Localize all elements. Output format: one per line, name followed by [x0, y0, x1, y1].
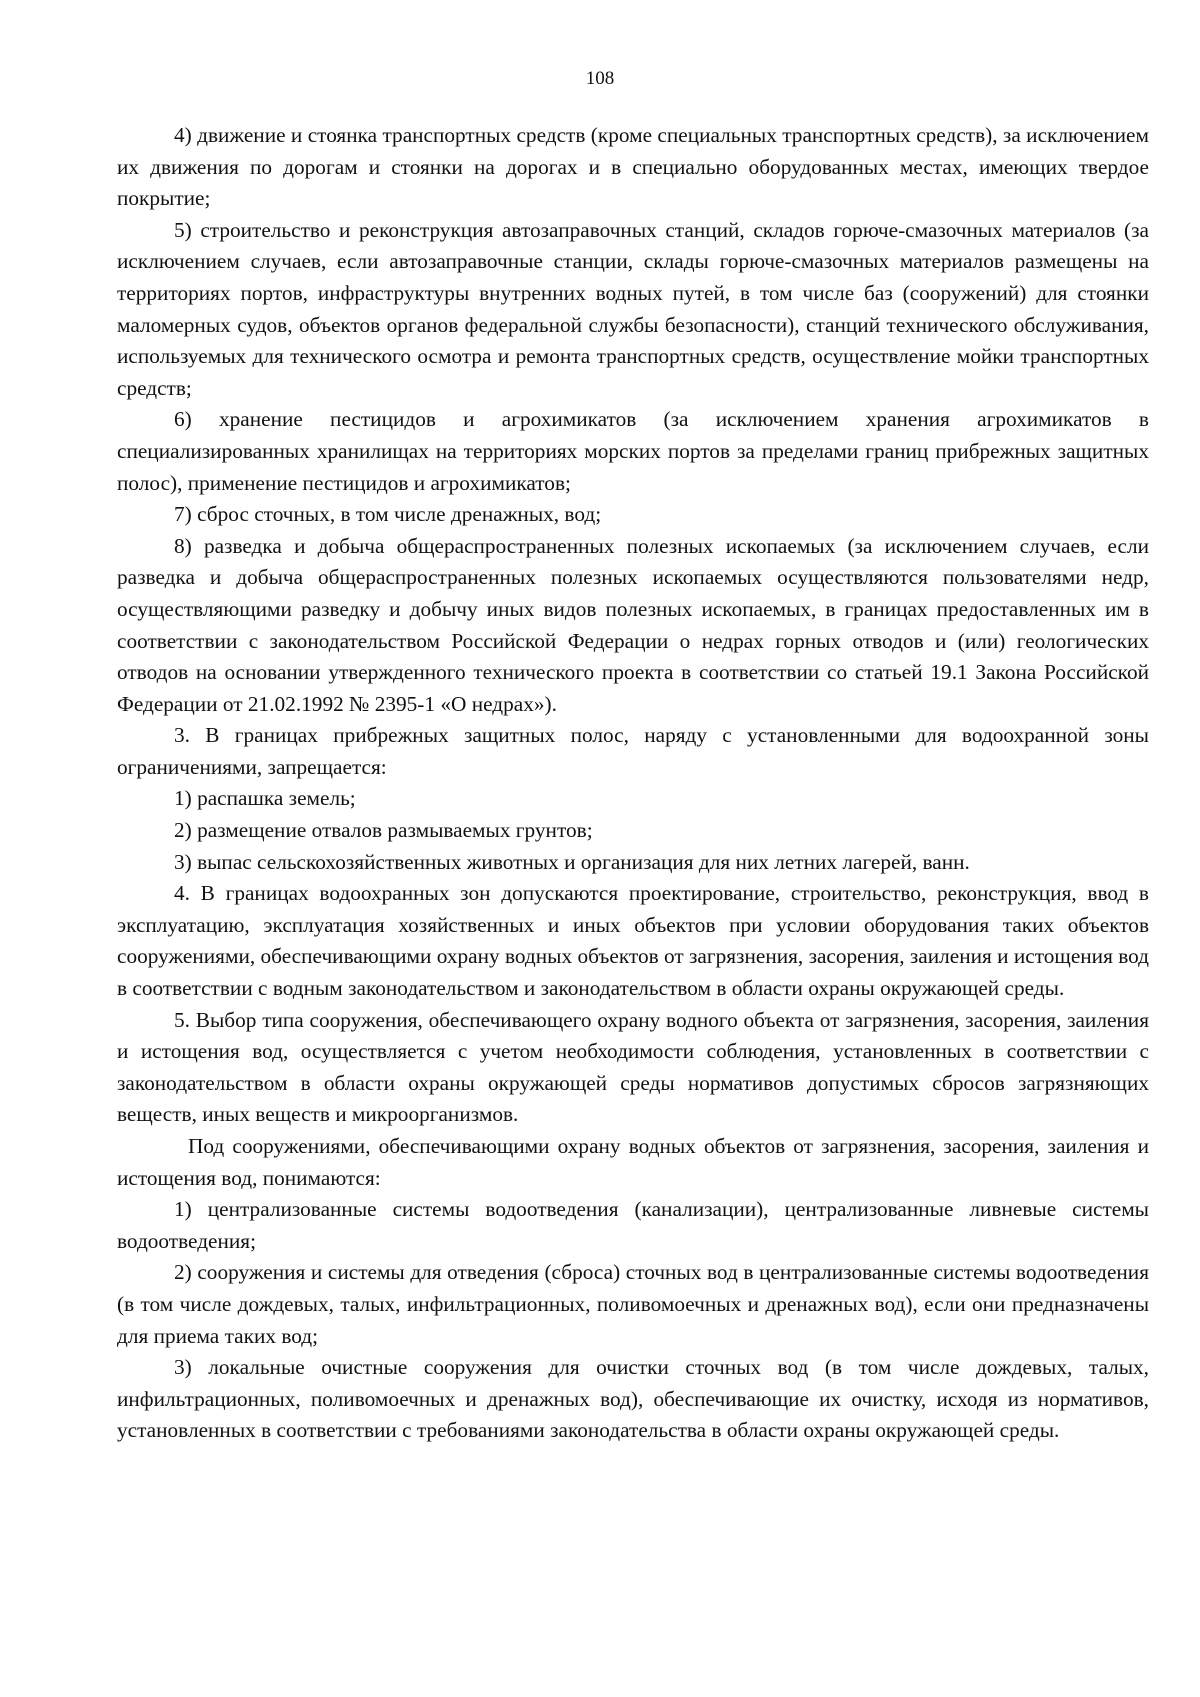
paragraph-item-6-pesticides: 6) хранение пестицидов и агрохимикатов (за исключением хранения агрохимикатов в специализированных хранилищах на территориях морских портов за пределами границ прибрежных защитных полос), применение пестицидов и агрохимикатов;	[117, 407, 1149, 495]
paragraph-structures-item-2: 2) сооружения и системы для отведения (сброса) сточных вод в централизованные системы водоотведения (в том числе дождевых, талых, инфильтрационных, поливомоечных и дренажных вод), если они предназначены для приема таких вод;	[117, 1260, 1149, 1348]
paragraph-section-5: 5. Выбор типа сооружения, обеспечивающего охрану водного объекта от загрязнения, засорения, заиления и истощения вод, осуществляется с учетом необходимости соблюдения, установленных в соответствии с законодательством в области охраны окружающей среды нормативов допустимых сбросов загрязняющих веществ, иных веществ и микроорганизмов.	[117, 1007, 1149, 1127]
paragraph-item-5-fuel-stations: 5) строительство и реконструкция автозаправочных станций, складов горюче-смазочных материалов (за исключением случаев, если автозаправочные станции, склады горюче-смазочных материалов размещены на территориях портов, инфраструктуры внутренних водных путей, в том числе баз (сооружений) для стоянки маломерных судов, объектов органов федеральной службы безопасности), станций технического обслуживания, используемых для технического осмотра и ремонта транспортных средств, осуществление мойки транспортных средств;	[117, 217, 1149, 400]
paragraph-section-3-item-3: 3) выпас сельскохозяйственных животных и организация для них летних лагерей, ванн.	[174, 849, 970, 874]
paragraph-section-4: 4. В границах водоохранных зон допускаются проектирование, строительство, реконструкция, ввод в эксплуатацию, эксплуатация хозяйственных и иных объектов при условии оборудования таких объектов сооружениями, обеспечивающими охрану водных объектов от загрязнения, засорения, заиления и истощения вод в соответствии с водным законодательством и законодательством в области охраны окружающей среды.	[117, 881, 1149, 1001]
paragraph-item-4-vehicles: 4) движение и стоянка транспортных средств (кроме специальных транспортных средств), за исключением их движения по дорогам и стоянки на дорогах и в специально оборудованных местах, имеющих твердое покрытие;	[117, 123, 1149, 211]
paragraph-section-3: 3. В границах прибрежных защитных полос, наряду с установленными для водоохранной зоны ограничениями, запрещается:	[117, 723, 1149, 779]
document-body	[117, 120, 1149, 1447]
paragraph-structures-item-3: 3) локальные очистные сооружения для очистки сточных вод (в том числе дождевых, талых, инфильтрационных, поливомоечных и дренажных вод), обеспечивающие их очистку, исходя из нормативов, установленных в соответствии с требованиями законодательства в области охраны окружающей среды.	[117, 1355, 1149, 1443]
paragraph-section-3-item-2: 2) размещение отвалов размываемых грунтов;	[174, 818, 593, 843]
paragraph-item-8-mining: 8) разведка и добыча общераспространенных полезных ископаемых (за исключением случаев, если разведка и добыча общераспространенных полезных ископаемых осуществляются пользователями недр, осуществляющими разведку и добычу иных видов полезных ископаемых, в границах предоставленных им в соответствии с законодательством Российской Федерации о недрах горных отводов и (или) геологических отводов на основании утвержденного технического проекта в соответствии со статьей 19.1 Закона Российской Федерации от 21.02.1992 № 2395-1 «О недрах»).	[117, 533, 1149, 716]
paragraph-item-7-wastewater: 7) сброс сточных, в том числе дренажных, вод;	[174, 502, 602, 527]
page-number: 108	[585, 68, 615, 89]
paragraph-structures-definition: Под сооружениями, обеспечивающими охрану водных объектов от загрязнения, засорения, заиления и истощения вод, понимаются:	[117, 1134, 1149, 1190]
paragraph-structures-item-1: 1) централизованные системы водоотведения (канализации), централизованные ливневые системы водоотведения;	[117, 1197, 1149, 1253]
paragraph-section-3-item-1: 1) распашка земель;	[174, 786, 356, 811]
